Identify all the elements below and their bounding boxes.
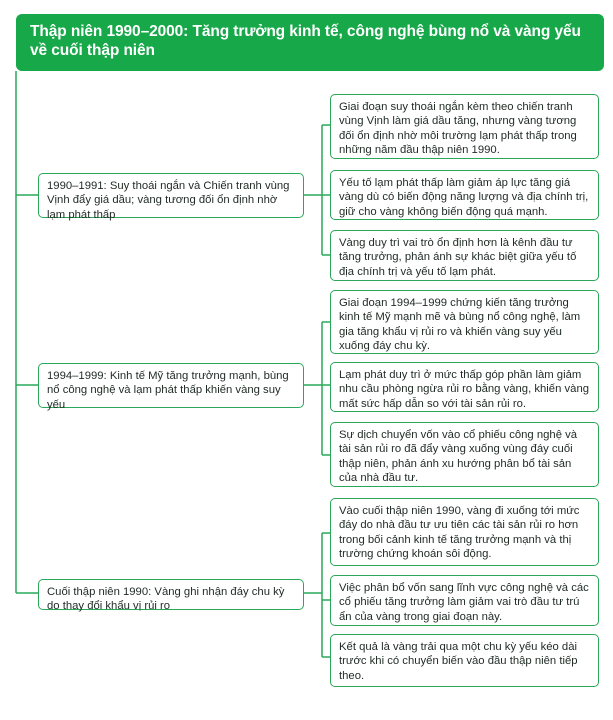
detail-node-2-2: Lạm phát duy trì ở mức thấp góp phần làm giảm nhu cầu phòng ngừa rủi ro bằng vàng, khiến vàng mất sức hấp dẫn so với tài sản rủi ro. (330, 362, 599, 412)
detail-node-3-3: Kết quả là vàng trải qua một chu kỳ yếu kéo dài trước khi có chuyển biến vào đầu thập niên tiếp theo. (330, 634, 599, 687)
branch-node-late-1990s: Cuối thập niên 1990: Vàng ghi nhận đáy chu kỳ do thay đổi khẩu vị rủi ro (38, 579, 304, 610)
detail-node-1-2: Yếu tố lạm phát thấp làm giảm áp lực tăng giá vàng dù có biến động năng lượng và địa chính trị, giữ cho vàng không biến động quá mạnh. (330, 170, 599, 220)
detail-node-1-1: Giai đoạn suy thoái ngắn kèm theo chiến tranh vùng Vịnh làm giá dầu tăng, nhưng vàng tương đối ổn định nhờ môi trường lạm phát thấp trong những năm đầu thập niên 1990. (330, 94, 599, 159)
detail-node-1-3: Vàng duy trì vai trò ổn định hơn là kênh đầu tư tăng trưởng, phản ánh sự khác biệt giữa yếu tố địa chính trị và yếu tố lạm phát. (330, 230, 599, 281)
detail-node-3-2: Việc phân bổ vốn sang lĩnh vực công nghệ và các cổ phiếu tăng trưởng làm giảm vai trò đầu tư trú ẩn của vàng trong giai đoạn này. (330, 575, 599, 626)
branch-node-1990-1991: 1990–1991: Suy thoái ngắn và Chiến tranh vùng Vịnh đẩy giá dầu; vàng tương đối ổn định nhờ lạm phát thấp (38, 173, 304, 218)
detail-node-2-3: Sự dịch chuyển vốn vào cổ phiếu công nghệ và tài sản rủi ro đã đẩy vàng xuống vùng đáy cuối thập niên, phản ánh xu hướng phân bổ tài sản của nhà đầu tư. (330, 422, 599, 487)
mindmap-title: Thập niên 1990–2000: Tăng trưởng kinh tế, công nghệ bùng nổ và vàng yếu về cuối thập niên (16, 14, 604, 71)
detail-node-2-1: Giai đoạn 1994–1999 chứng kiến tăng trưởng kinh tế Mỹ mạnh mẽ và bùng nổ công nghệ, làm gia tăng khẩu vị rủi ro và khiến vàng suy yếu xuống đáy chu kỳ. (330, 290, 599, 354)
branch-node-1994-1999: 1994–1999: Kinh tế Mỹ tăng trưởng mạnh, bùng nổ công nghệ và lạm phát thấp khiến vàng suy yếu (38, 363, 304, 408)
detail-node-3-1: Vào cuối thập niên 1990, vàng đi xuống tới mức đáy do nhà đầu tư ưu tiên các tài sản rủi ro hơn trong bối cảnh kinh tế tăng trưởng mạnh và thị trường chứng khoán sôi động. (330, 498, 599, 566)
